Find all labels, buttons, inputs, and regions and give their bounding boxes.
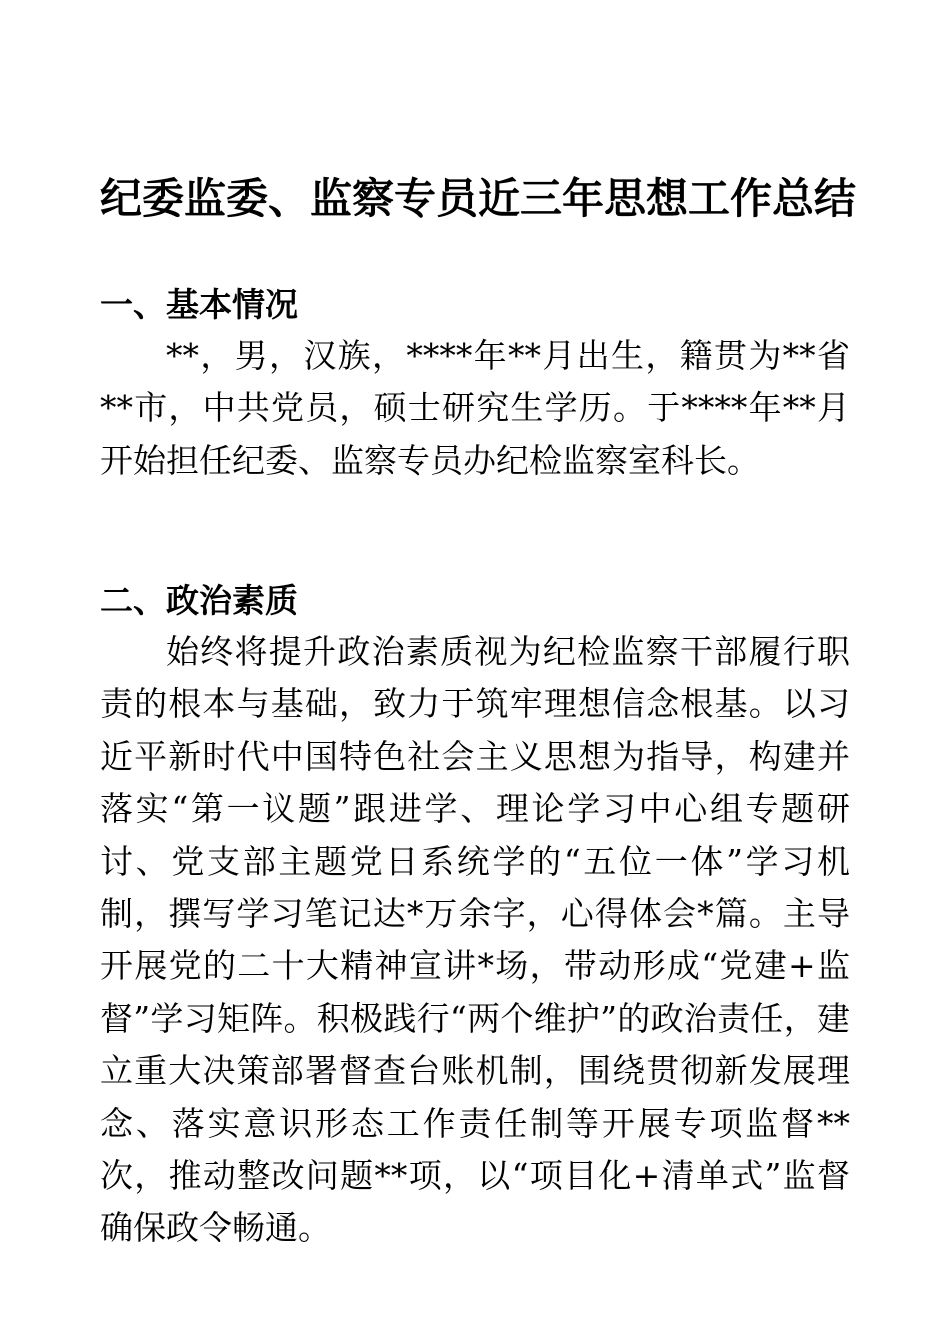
document-title: 纪委监委、监察专员近三年思想工作总结 [100,174,857,223]
section-heading-basic-info: 一、基本情况 [100,285,298,324]
section-paragraph-basic-info: **，男，汉族，****年**月出生，籍贯为**省**市，中共党员，硕士研究生学历。于****年**月开始担任纪委、监察专员办纪检监察室科长。 [100,336,851,480]
section-paragraph-political-quality: 始终将提升政治素质视为纪检监察干部履行职责的根本与基础，致力于筑牢理想信念根基。以习近平新时代中国特色社会主义思想为指导，构建并落实“第一议题”跟进学、理论学习中心组专题研讨、党支部主题党日系统学的“五位一体”学习机制，撰写学习笔记达*万余字，心得体会*篇。主导开展党的二十大精神宣讲*场，带动形成“党建+监督”学习矩阵。积极践行“两个维护”的政治责任，建立重大决策部署督查台账机制，围绕贯彻新发展理念、落实意识形态工作责任制等开展专项监督**次，推动整改问题**项，以“项目化+清单式”监督确保政令畅通。 [100,632,850,1248]
section-heading-political-quality: 二、政治素质 [100,581,298,620]
